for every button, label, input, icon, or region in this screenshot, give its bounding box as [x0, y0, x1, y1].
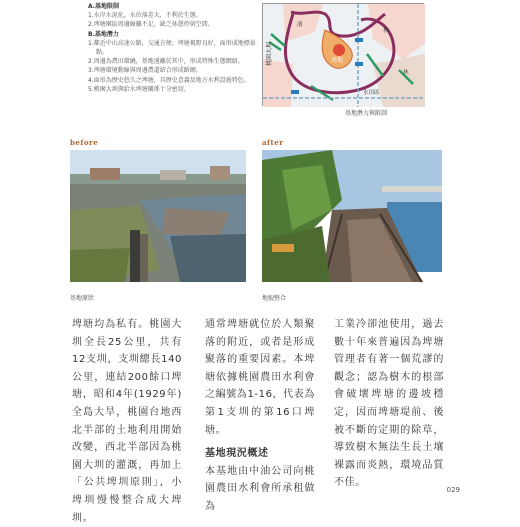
map-label: 濱 — [297, 22, 303, 28]
site-limits-text — [88, 2, 258, 94]
section-b-heading: B.基地潛力 — [88, 30, 119, 38]
list-item: 2.周邊為農田環繞，基地遠離於其中，形成特殊生態網絡。 — [88, 58, 244, 66]
paragraph: 通常埤塘就位於人類聚落的附近，或者是形成聚落的重要因素。本埤塘依據桃園農田水利會之編號為1-16，代表為第1支圳的第16口埤塘。 — [205, 319, 315, 436]
list-item: 5.桃園大圳與給水埤塘關係十分密切。 — [88, 85, 190, 93]
body-column-1: 埤塘均為私有。桃園大圳全長25公里，共有12支圳，支圳總長140公里，連結200餘口埤塘，昭和4年(1929年)全島大旱，桃園台地西北半部的土地利用開始改變，西北半部因為桃園大圳的灌溉，再加上「公共埤圳原則」，小埤圳慢慢整合成大埤圳。 — [72, 319, 182, 524]
list-item: 4.面形為歷史悠久之埤塘，具歷史意義及地方水利設施特色。 — [88, 76, 250, 84]
map-label: 林 — [403, 70, 409, 76]
map-label: 林 — [383, 28, 389, 34]
page-number: 029 — [446, 486, 460, 494]
list-item: 1.水岸水泥化，水位落差大，不利於生態。 — [88, 12, 202, 20]
subheading: 基地現況概述 — [205, 448, 269, 460]
before-photo — [70, 150, 246, 282]
map-caption: 基地潛力與限制 — [344, 110, 387, 117]
after-caption: 地貌整合 — [262, 295, 287, 302]
map-label-canal: 桃園大圳 — [266, 41, 273, 66]
map-label-fields: 水田區 — [363, 90, 380, 96]
map-label-site: 基地 — [331, 57, 344, 64]
list-item: 2.埤塘園區周邊綠籬不足，缺乏休憩停留空間。 — [88, 21, 214, 29]
paragraph: 本基地由中油公司向桃園農田水利會所承租做為 — [205, 465, 315, 512]
before-caption: 基地原狀 — [70, 295, 95, 302]
site-map-diagram — [262, 3, 424, 106]
body-column-2 — [205, 316, 315, 516]
after-photo — [262, 150, 442, 282]
section-a-heading: A.基地限制 — [88, 3, 120, 10]
list-item: 1.鄰近中山高速公路，交通方便，埤塘視野良好，面形成地標景點。 — [88, 39, 256, 57]
after-tag: after — [262, 138, 284, 147]
before-tag: before — [70, 138, 99, 147]
list-item: 3.埤塘環境動線與周邊農道結合形成路網。 — [88, 67, 202, 75]
body-column-3: 工業冷卻池使用，過去數十年來普遍因為埤塘管理者有著一個荒謬的觀念；認為樹木的根部會破壞埤塘的邊坡穩定，因而埤塘堤前、後被不斷的定期的除草，導致樹木無法生長土壤裸露而炎熱，環境品質不佳。 — [334, 319, 444, 489]
